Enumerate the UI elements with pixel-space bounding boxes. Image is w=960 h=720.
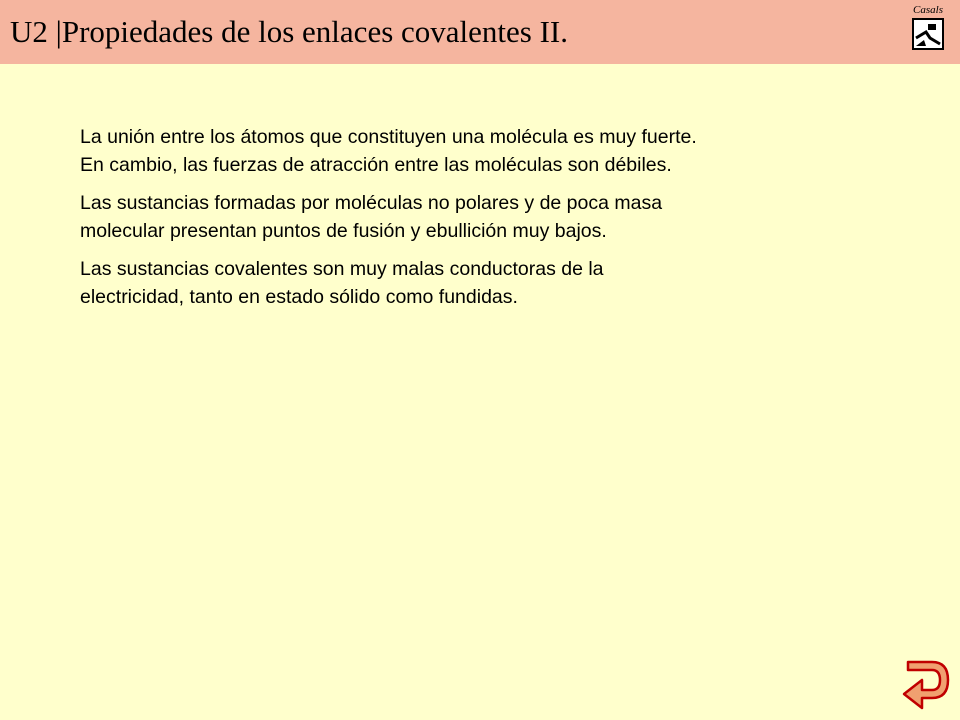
paragraph-1: La unión entre los átomos que constituyen una molécula es muy fuerte. En cambio, las fuerzas de atracción entre las moléculas son débiles. (80, 126, 697, 176)
logo-text: Casals (913, 4, 943, 16)
main-content (80, 123, 880, 321)
return-arrow-icon (902, 656, 952, 712)
header-bar (0, 0, 960, 64)
paragraph-3: Las sustancias covalentes son muy malas conductoras de la electricidad, tanto en estado sólido como fundidas. (80, 258, 604, 308)
page-title: U2 |Propiedades de los enlaces covalentes II. (10, 14, 568, 49)
logo-icon (912, 18, 944, 50)
return-button[interactable] (902, 656, 952, 712)
publisher-logo (908, 4, 948, 54)
paragraph-2: Las sustancias formadas por moléculas no polares y de poca masa molecular presentan puntos de fusión y ebullición muy bajos. (80, 192, 663, 242)
